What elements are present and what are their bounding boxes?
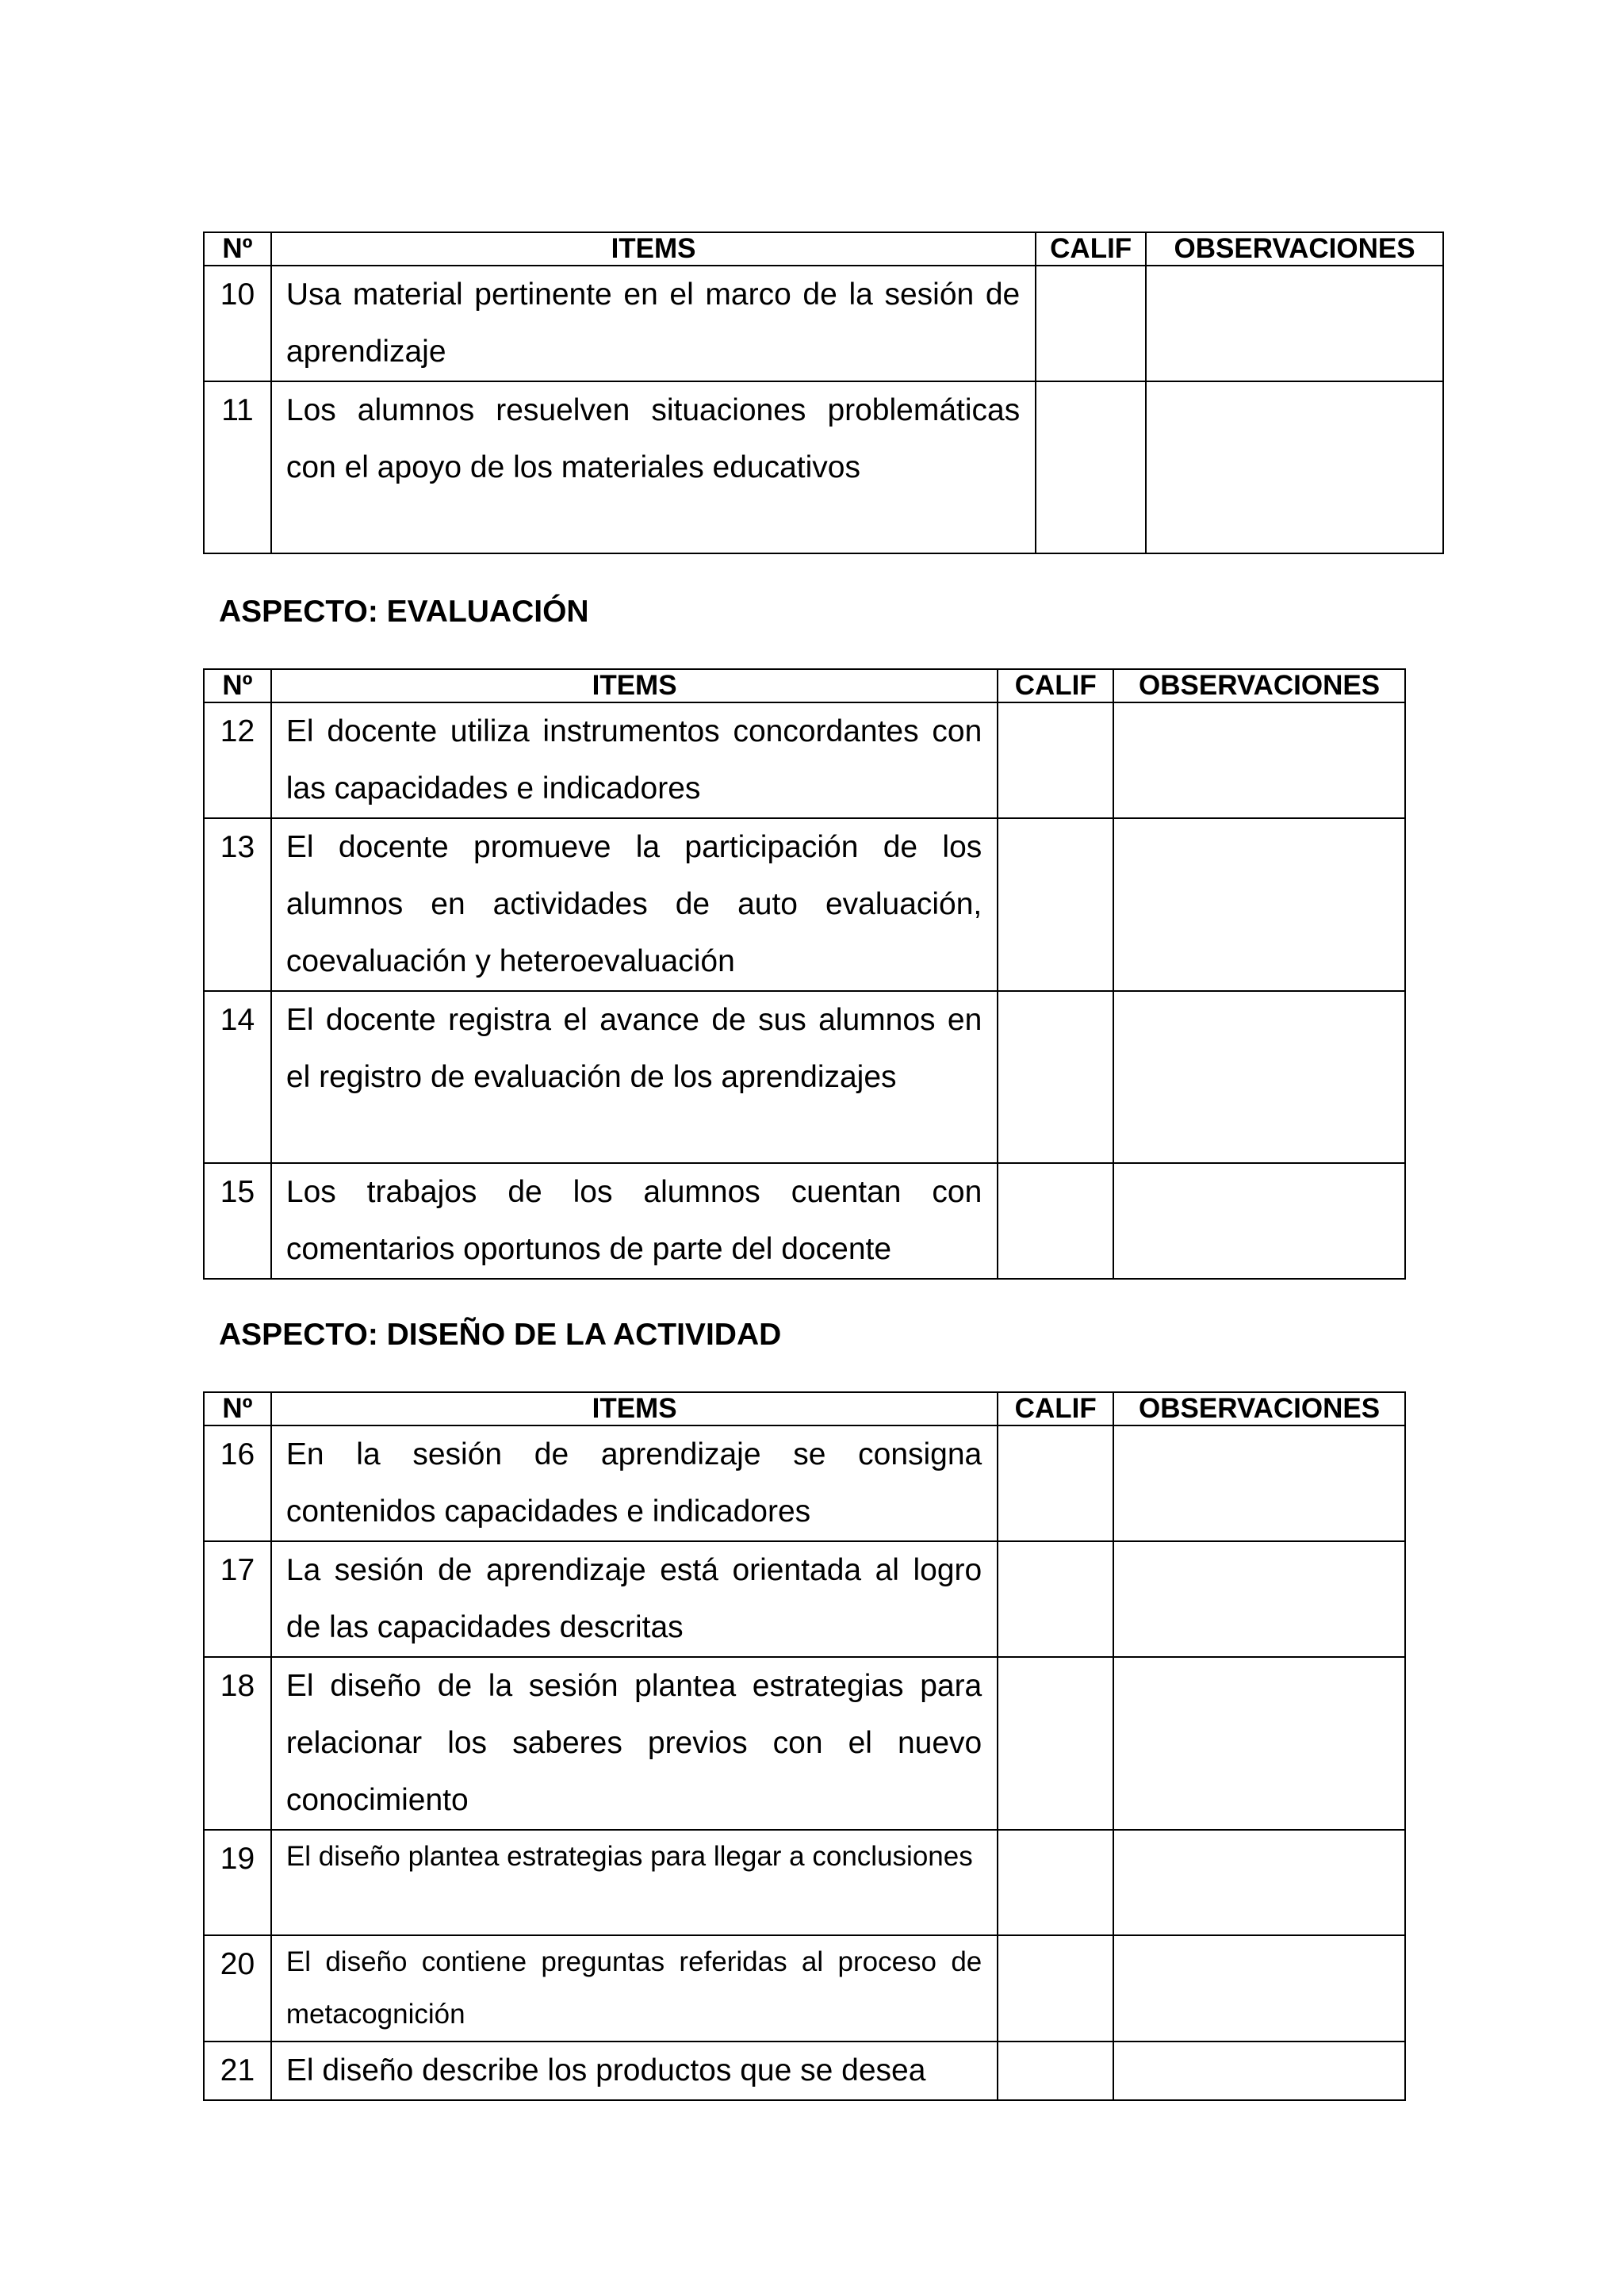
calif-cell[interactable]	[998, 1541, 1113, 1657]
header-items: ITEMS	[271, 232, 1036, 266]
row-item-text: El docente registra el avance de sus alumnos en el registro de evaluación de los aprendizajes	[271, 991, 998, 1163]
calif-cell[interactable]	[998, 1657, 1113, 1830]
table-row	[204, 1657, 1405, 1830]
row-item-text: La sesión de aprendizaje está orientada al logro de las capacidades descritas	[271, 1541, 998, 1657]
row-number: 17	[204, 1541, 271, 1657]
table-diseno	[203, 1391, 1406, 2101]
row-item-text: Los alumnos resuelven situaciones problemáticas con el apoyo de los materiales educativos	[271, 381, 1036, 553]
row-number: 20	[204, 1935, 271, 2042]
row-item-text: El docente promueve la participación de los alumnos en actividades de auto evaluación, coevaluación y heteroevaluación	[271, 818, 998, 991]
observaciones-cell[interactable]	[1113, 1425, 1405, 1541]
observaciones-cell[interactable]	[1113, 1657, 1405, 1830]
table-row	[204, 991, 1405, 1163]
calif-cell[interactable]	[998, 1425, 1113, 1541]
row-number: 21	[204, 2042, 271, 2100]
header-calif: CALIF	[1036, 232, 1146, 266]
table-recursos	[203, 232, 1444, 554]
calif-cell[interactable]	[998, 2042, 1113, 2100]
header-observaciones: OBSERVACIONES	[1113, 1392, 1405, 1425]
table-row	[204, 266, 1443, 381]
row-number: 18	[204, 1657, 271, 1830]
table-row	[204, 381, 1443, 553]
aspect-heading-diseno: ASPECTO: DISEÑO DE LA ACTIVIDAD	[219, 1318, 782, 1352]
observaciones-cell[interactable]	[1146, 381, 1443, 553]
header-calif: CALIF	[998, 669, 1113, 702]
row-number: 15	[204, 1163, 271, 1279]
row-item-text: El diseño contiene preguntas referidas al proceso de metacognición	[271, 1935, 998, 2042]
table-row	[204, 702, 1405, 818]
observaciones-cell[interactable]	[1113, 1541, 1405, 1657]
header-num: Nº	[204, 669, 271, 702]
header-observaciones: OBSERVACIONES	[1113, 669, 1405, 702]
row-number: 16	[204, 1425, 271, 1541]
table-row	[204, 1935, 1405, 2042]
row-number: 13	[204, 818, 271, 991]
header-items: ITEMS	[271, 1392, 998, 1425]
row-number: 12	[204, 702, 271, 818]
observaciones-cell[interactable]	[1113, 818, 1405, 991]
row-number: 11	[204, 381, 271, 553]
table-row	[204, 1163, 1405, 1279]
table-row	[204, 818, 1405, 991]
table-row	[204, 1425, 1405, 1541]
row-item-text: El diseño describe los productos que se desea	[271, 2042, 998, 2100]
calif-cell[interactable]	[1036, 266, 1146, 381]
header-num: Nº	[204, 232, 271, 266]
row-item-text: El diseño plantea estrategias para llegar a conclusiones	[271, 1830, 998, 1935]
row-number: 10	[204, 266, 271, 381]
header-observaciones: OBSERVACIONES	[1146, 232, 1443, 266]
row-item-text: Los trabajos de los alumnos cuentan con comentarios oportunos de parte del docente	[271, 1163, 998, 1279]
table-row	[204, 2042, 1405, 2100]
header-items: ITEMS	[271, 669, 998, 702]
table-row	[204, 1541, 1405, 1657]
calif-cell[interactable]	[998, 1935, 1113, 2042]
table-header-row	[204, 232, 1443, 266]
table-header-row	[204, 669, 1405, 702]
observaciones-cell[interactable]	[1113, 991, 1405, 1163]
row-item-text: El docente utiliza instrumentos concordantes con las capacidades e indicadores	[271, 702, 998, 818]
observaciones-cell[interactable]	[1113, 2042, 1405, 2100]
calif-cell[interactable]	[998, 1163, 1113, 1279]
observaciones-cell[interactable]	[1113, 1830, 1405, 1935]
observaciones-cell[interactable]	[1113, 1163, 1405, 1279]
calif-cell[interactable]	[1036, 381, 1146, 553]
observaciones-cell[interactable]	[1113, 702, 1405, 818]
table-row	[204, 1830, 1405, 1935]
calif-cell[interactable]	[998, 818, 1113, 991]
observaciones-cell[interactable]	[1146, 266, 1443, 381]
observaciones-cell[interactable]	[1113, 1935, 1405, 2042]
row-number: 14	[204, 991, 271, 1163]
calif-cell[interactable]	[998, 991, 1113, 1163]
row-number: 19	[204, 1830, 271, 1935]
aspect-heading-evaluacion: ASPECTO: EVALUACIÓN	[219, 595, 589, 629]
header-calif: CALIF	[998, 1392, 1113, 1425]
calif-cell[interactable]	[998, 702, 1113, 818]
calif-cell[interactable]	[998, 1830, 1113, 1935]
row-item-text: Usa material pertinente en el marco de la sesión de aprendizaje	[271, 266, 1036, 381]
row-item-text: El diseño de la sesión plantea estrategias para relacionar los saberes previos con el nuevo conocimiento	[271, 1657, 998, 1830]
header-num: Nº	[204, 1392, 271, 1425]
table-header-row	[204, 1392, 1405, 1425]
row-item-text: En la sesión de aprendizaje se consigna contenidos capacidades e indicadores	[271, 1425, 998, 1541]
table-evaluacion	[203, 668, 1406, 1280]
